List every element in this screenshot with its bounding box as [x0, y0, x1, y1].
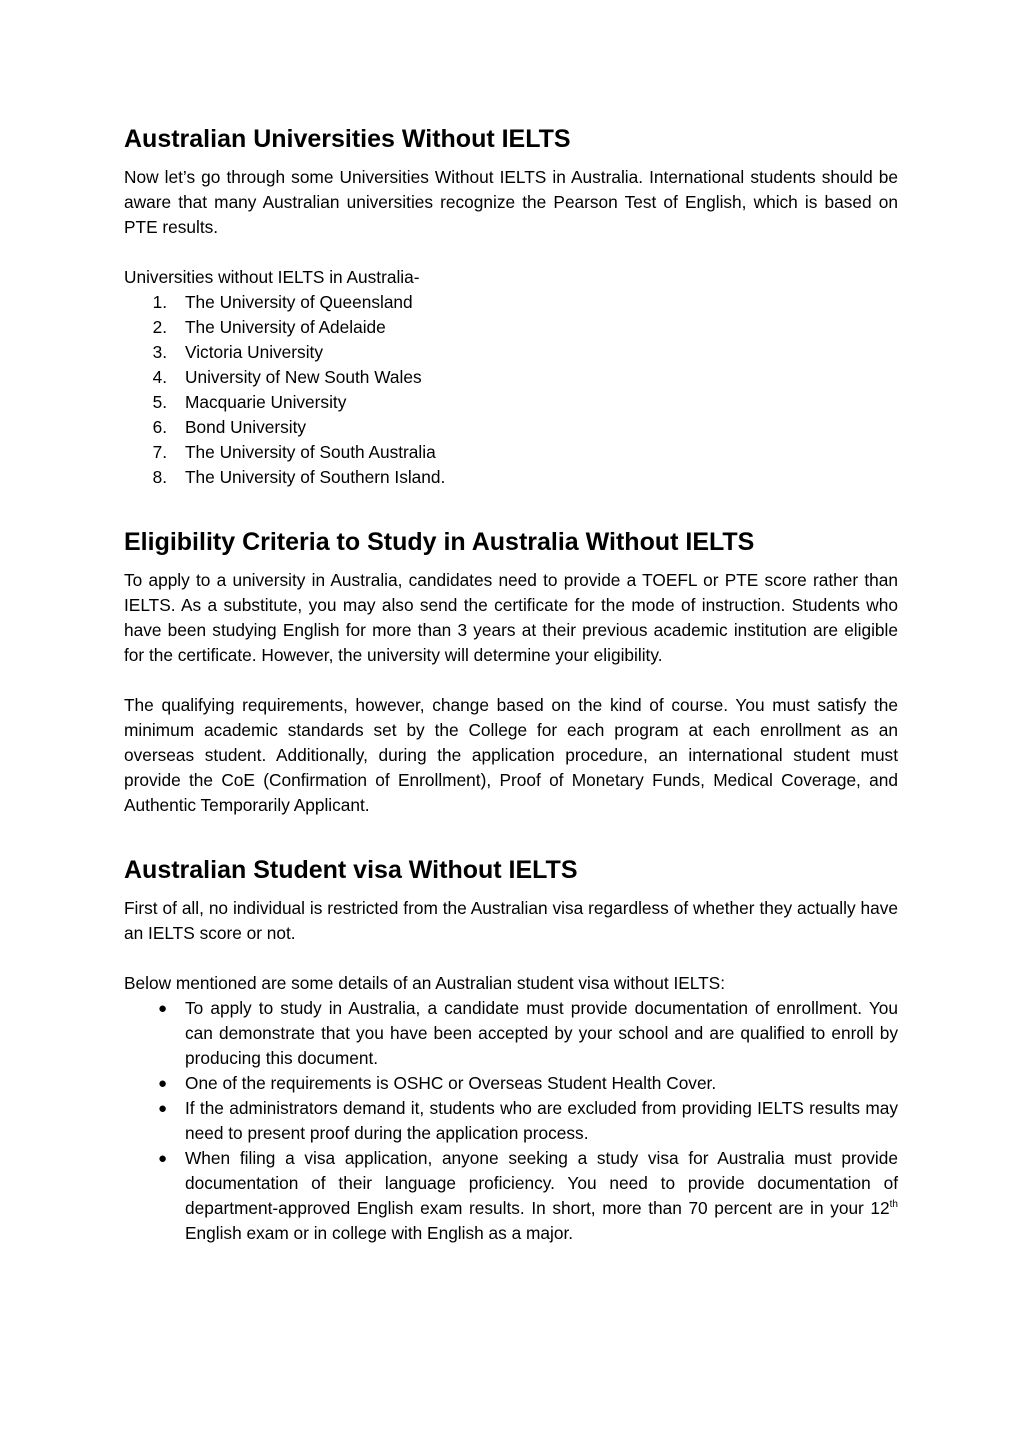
superscript: th: [889, 1199, 898, 1211]
list-item-text: [185, 1148, 898, 1243]
bullet-icon: ●: [157, 1000, 167, 1017]
list-number: 5.: [152, 392, 167, 412]
intro-paragraph: Now let’s go through some Universities Without IELTS in Australia. International students should be aware that many Australian universities recognize the Pearson Test of English, which is based on PTE results.: [124, 167, 898, 237]
document-page: [124, 122, 898, 1246]
spacer: [124, 668, 898, 693]
list-item: [124, 1146, 898, 1246]
section-spacer: [124, 818, 898, 853]
spacer: [124, 240, 898, 265]
list-number: 8.: [152, 467, 167, 487]
bullet-icon: ●: [157, 1150, 167, 1167]
eligibility-paragraph-1: To apply to a university in Australia, candidates need to provide a TOEFL or PTE score rather than IELTS. As a substitute, you may also send the certificate for the mode of instruction. Students who have been studying English for more than 3 years at their previous academic institution are eligible for the certificate. However, the university will determine your eligibility.: [124, 570, 898, 665]
list-item: [124, 440, 898, 465]
visa-paragraph-1: First of all, no individual is restricted from the Australian visa regardless of whether they actually have an IELTS score or not.: [124, 898, 898, 943]
list-item: [124, 365, 898, 390]
list-number: 7.: [152, 442, 167, 462]
bullet-icon: ●: [157, 1100, 167, 1117]
list-item: [124, 1096, 898, 1146]
list-item: [124, 996, 898, 1071]
list-item-text: The University of Adelaide: [185, 317, 386, 337]
visa-details-list: [124, 996, 898, 1246]
list-number: 6.: [152, 417, 167, 437]
list-number: 3.: [152, 342, 167, 362]
list-item: [124, 415, 898, 440]
heading-student-visa: Australian Student visa Without IELTS: [124, 856, 578, 884]
section-spacer: [124, 490, 898, 525]
list-item-text: Macquarie University: [185, 392, 347, 412]
list-item-text: Bond University: [185, 417, 307, 437]
list-item: [124, 340, 898, 365]
list-item-text: The University of Queensland: [185, 292, 413, 312]
list-number: 2.: [152, 317, 167, 337]
list-item-text-part: English exam or in college with English as a major.: [185, 1223, 574, 1243]
list-item: [124, 465, 898, 490]
spacer: [124, 946, 898, 971]
list-item: [124, 1071, 898, 1096]
bullet-icon: ●: [157, 1075, 167, 1092]
list-item-text: University of New South Wales: [185, 367, 422, 387]
list-item-text-part: When filing a visa application, anyone seeking a study visa for Australia must provide documentation of their language proficiency. You need to provide documentation of department-approved English exam results. In short, more than 70 percent are in your 12: [185, 1148, 898, 1218]
list-number: 4.: [152, 367, 167, 387]
list-item: [124, 290, 898, 315]
list-item-text: If the administrators demand it, students who are excluded from providing IELTS results may need to present proof during the application process.: [185, 1098, 898, 1143]
list-item-text: The University of Southern Island.: [185, 467, 446, 487]
universities-list: [124, 290, 898, 490]
list-item-text: Victoria University: [185, 342, 323, 362]
list-item-text: One of the requirements is OSHC or Overseas Student Health Cover.: [185, 1073, 717, 1093]
universities-list-intro: Universities without IELTS in Australia-: [124, 267, 420, 287]
list-item: [124, 390, 898, 415]
heading-eligibility-criteria: Eligibility Criteria to Study in Australia Without IELTS: [124, 528, 755, 556]
heading-australian-universities: Australian Universities Without IELTS: [124, 125, 571, 153]
list-item: [124, 315, 898, 340]
list-item-text: To apply to study in Australia, a candidate must provide documentation of enrollment. You can demonstrate that you have been accepted by your school and are qualified to enroll by producing this document.: [185, 998, 898, 1068]
list-number: 1.: [152, 292, 167, 312]
list-item-text: The University of South Australia: [185, 442, 436, 462]
eligibility-paragraph-2: The qualifying requirements, however, change based on the kind of course. You must satisfy the minimum academic standards set by the College for each program at each enrollment as an overseas student. Additionally, during the application procedure, an international student must provide the CoE (Confirmation of Enrollment), Proof of Monetary Funds, Medical Coverage, and Authentic Temporarily Applicant.: [124, 695, 898, 815]
visa-list-intro: Below mentioned are some details of an Australian student visa without IELTS:: [124, 973, 726, 993]
